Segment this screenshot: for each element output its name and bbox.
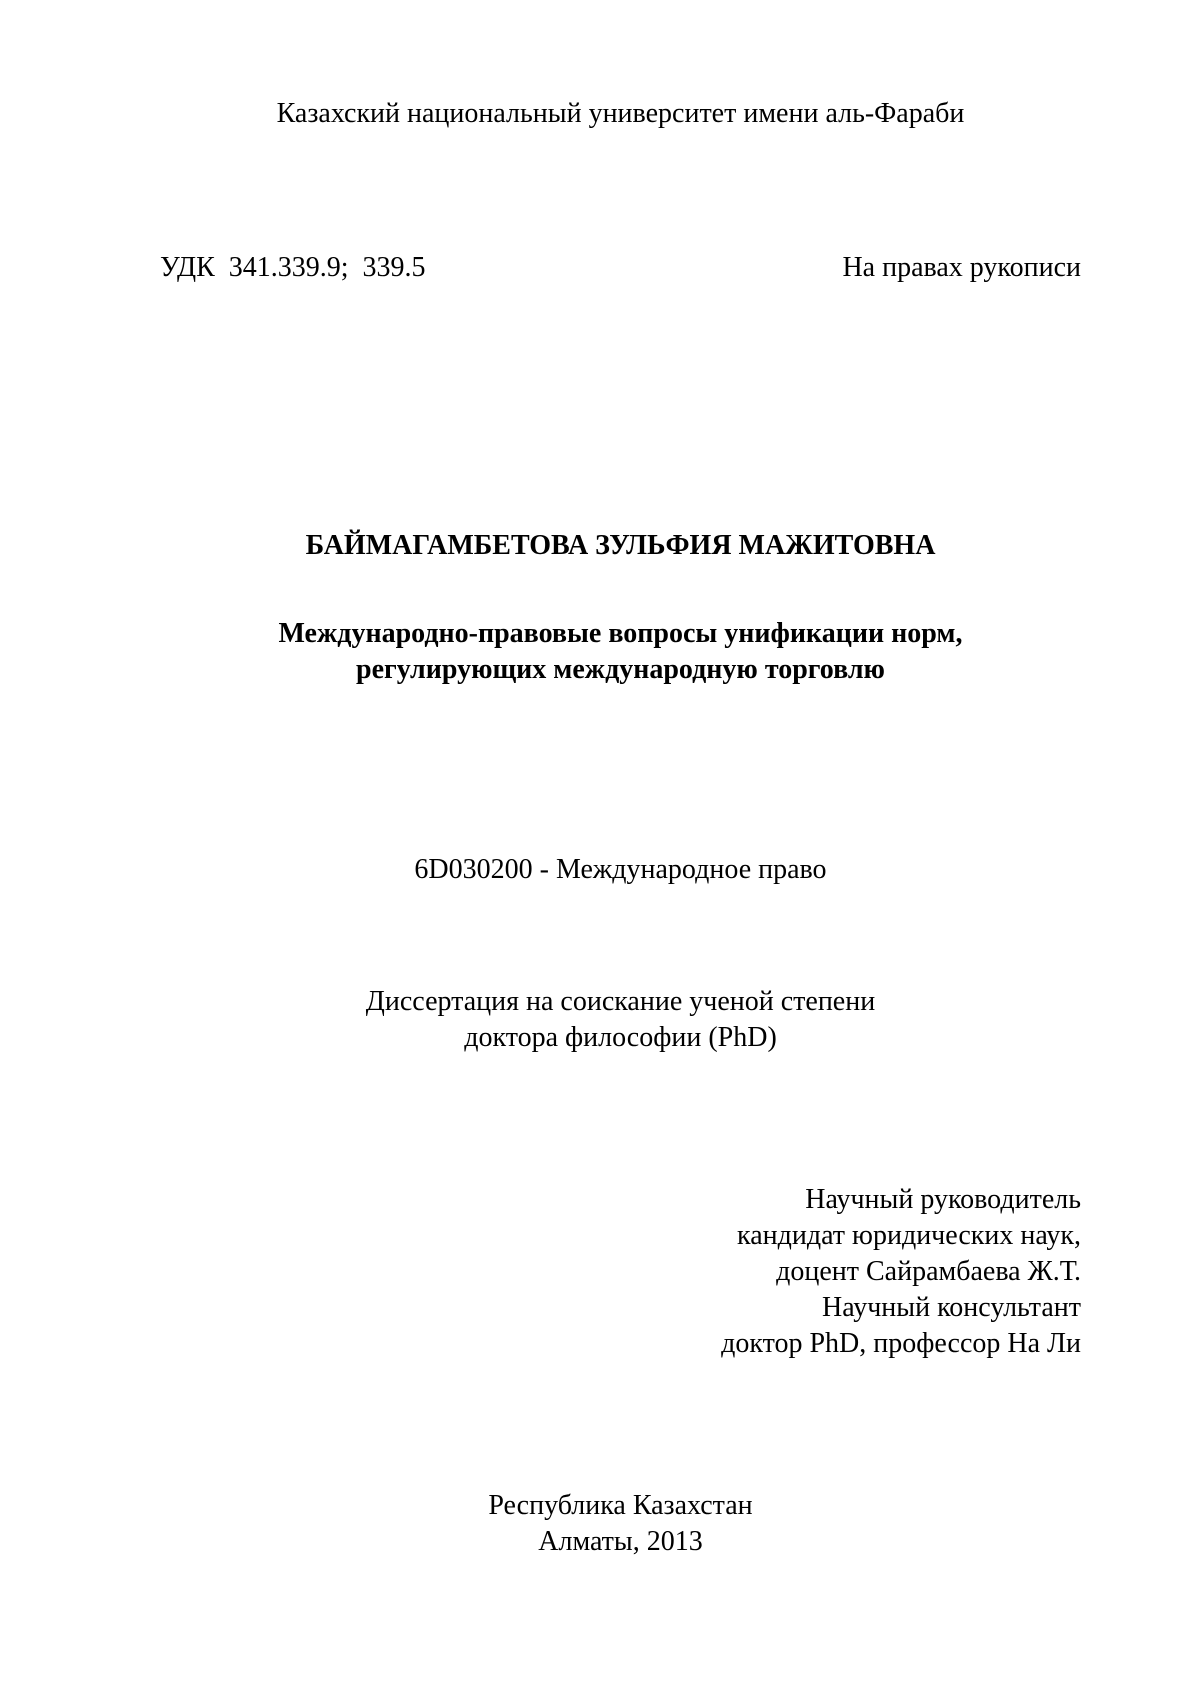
- university-name: Казахский национальный университет имени аль-Фараби: [276, 98, 965, 129]
- thesis-statement: [160, 984, 1081, 1056]
- footer: [160, 1488, 1081, 1560]
- consultant-name: доктор PhD, профессор На Ли: [721, 1328, 1081, 1359]
- dissertation-title-line1: Международно-правовые вопросы унификации норм,: [278, 618, 963, 649]
- supervisor-name: доцент Сайрамбаева Ж.Т.: [776, 1256, 1081, 1287]
- dissertation-title-line2: регулирующих международную торговлю: [356, 654, 885, 685]
- dissertation-title: [160, 616, 1081, 688]
- author-name: БАЙМАГАМБЕТОВА ЗУЛЬФИЯ МАЖИТОВНА: [305, 530, 936, 561]
- udk-code: УДК 341.339.9; 339.5: [160, 252, 426, 283]
- supervisor-degree: кандидат юридических наук,: [737, 1220, 1081, 1251]
- footer-country: Республика Казахстан: [488, 1490, 753, 1521]
- footer-city-year: Алматы, 2013: [538, 1526, 703, 1557]
- udk-row: [160, 250, 1081, 286]
- consultant-role-label: Научный консультант: [822, 1292, 1081, 1323]
- thesis-statement-line2: доктора философии (PhD): [464, 1022, 777, 1053]
- thesis-statement-line1: Диссертация на соискание ученой степени: [365, 986, 876, 1017]
- manuscript-note: На правах рукописи: [842, 252, 1081, 283]
- specialty-code: 6D030200 - Международное право: [414, 854, 827, 885]
- supervisor-block: [160, 1182, 1081, 1362]
- supervisor-role-label: Научный руководитель: [805, 1184, 1081, 1215]
